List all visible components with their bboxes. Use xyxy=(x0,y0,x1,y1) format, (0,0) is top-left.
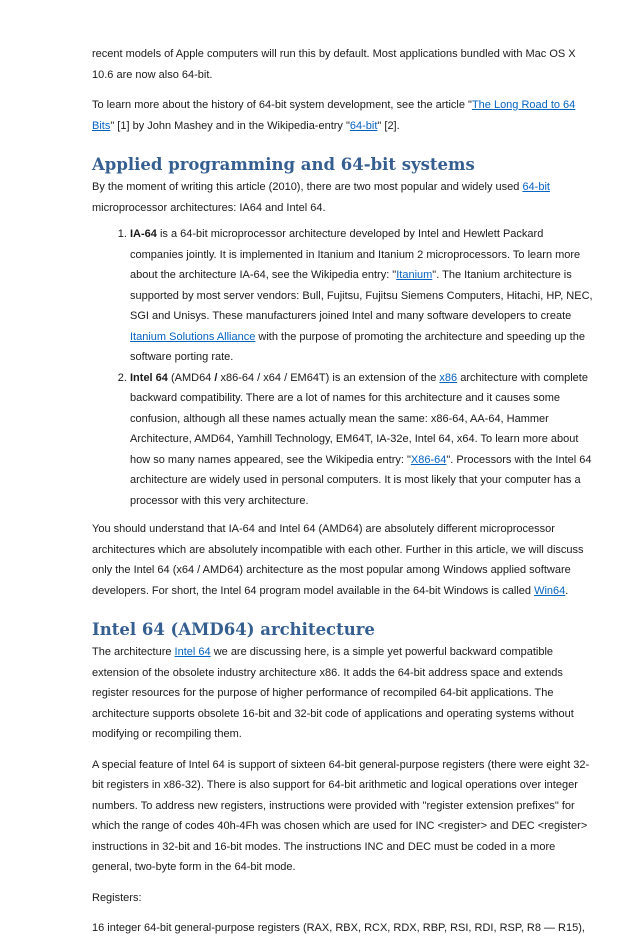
paragraph-apple-64bit: recent models of Apple computers will run this by default. Most applications bundled with Mac OS X 10.6 are now also 64-bit. xyxy=(92,48,576,81)
paragraph-architectures-incompatible xyxy=(92,519,598,601)
list-item-intel64 xyxy=(130,368,598,512)
link-itanium[interactable]: Itanium xyxy=(396,269,433,281)
heading-intel64-architecture: Intel 64 (AMD64) architecture xyxy=(92,620,375,639)
heading-applied-programming: Applied programming and 64-bit systems xyxy=(92,155,475,174)
text-run: with the purpose of promoting the architecture and speeding up the software porting rate. xyxy=(130,330,585,363)
text-run: x86-64 / x64 / EM64T) is an extension of the xyxy=(217,371,440,384)
link-long-road-to-64-bits[interactable]: The Long Road to 64 Bits xyxy=(92,99,576,132)
text-run: You should understand that IA-64 and Intel 64 (AMD64) are absolutely different microprocessor architectures which are absolutely incompatible with each other. Further in this article, we will discuss only the Intel 64 (x64 / AMD64) architecture as the most popular among Windows applied software developers. For short, the Intel 64 program model available in the 64-bit Windows is called xyxy=(92,523,584,597)
text-run: ". Processors with the Intel 64 architecture are widely used in personal computers. It is most likely that your computer has a processor with this very architecture. xyxy=(130,453,592,507)
link-itanium-solutions-alliance[interactable]: Itanium Solutions Alliance xyxy=(130,330,256,343)
paragraph-registers-label: Registers: xyxy=(92,891,142,904)
term-ia64: IA-64 xyxy=(130,228,157,240)
link-win64[interactable]: Win64 xyxy=(534,584,566,597)
text-run: (AMD64 xyxy=(167,371,215,384)
text-run: The architecture xyxy=(92,646,175,658)
text-run: " [1] by John Mashey and in the Wikipedia-entry " xyxy=(110,119,350,132)
link-x86[interactable]: x86 xyxy=(439,371,458,384)
text-run: By the moment of writing this article (2010), there are two most popular and widely used xyxy=(92,181,523,193)
text-run: microprocessor architectures: IA64 and Intel 64. xyxy=(92,201,326,214)
paragraph-history xyxy=(92,95,598,136)
paragraph-registers-list: 16 integer 64-bit general-purpose registers (RAX, RBX, RCX, RDX, RBP, RSI, RDI, RSP, R8 — R15), xyxy=(92,922,585,934)
paragraph-registers-feature: A special feature of Intel 64 is support of sixteen 64-bit general-purpose registers (there were eight 32-bit registers in x86-32). There is also support for 64-bit arithmetic and logical operations over integer numbers. To address new registers, instructions were provided with "register extension prefixes" for which the range of codes 40h-4Fh was chosen which are used for INC <register> and DEC <register> instructions in 32-bit and 16-bit modes. The instructions INC and DEC must be coded in a more general, two-byte form in the 64-bit mode. xyxy=(92,758,590,873)
text-run: architecture with complete backward compatibility. There are a lot of names for this architecture and it causes some confusion, although all these names actually mean the same: x86-64, AA-64, Hammer Architecture, AMD64, Yamhill Technology, EM64T, IA-32e, Intel 64, x64. To learn more about how so many names appeared, see the Wikipedia entry: " xyxy=(130,371,588,466)
term-intel64: Intel 64 xyxy=(130,371,168,384)
link-64-bit[interactable]: 64-bit xyxy=(522,181,550,193)
text-run: " [2]. xyxy=(377,119,400,132)
text-run: is a 64-bit microprocessor architecture developed by Intel and Hewlett Packard companies jointly. It is implemented in Itanium and Itanium 2 microprocessors. To learn more about the architecture IA-64, see the Wikipedia entry: " xyxy=(130,228,581,281)
link-x86-64[interactable]: X86-64 xyxy=(410,453,447,466)
architecture-list xyxy=(92,224,598,511)
paragraph-intel64-overview xyxy=(92,642,598,745)
list-item-ia64 xyxy=(130,224,598,368)
link-64-bit-wiki[interactable]: 64-bit xyxy=(349,119,378,132)
text-run: we are discussing here, is a simple yet powerful backward compatible extension of the obsolete industry architecture x86. It adds the 64-bit address space and extends register resources for the purpose of higher performance of recompiled 64-bit applications. The architecture supports obsolete 16-bit and 32-bit code of applications and operating systems without modifying or recompiling them. xyxy=(92,646,574,740)
link-intel-64[interactable]: Intel 64 xyxy=(174,646,211,658)
paragraph-architectures-intro xyxy=(92,177,598,218)
bold-slash: / xyxy=(214,371,218,384)
text-run: ". The Itanium architecture is supported by most server vendors: Bull, Fujitsu, Fujitsu Siemens Computers, Hitachi, HP, NEC, SGI and Unisys. These manufacturers joined Intel and many software developers to create xyxy=(130,269,593,322)
text-run: To learn more about the history of 64-bit system development, see the article " xyxy=(92,99,472,111)
text-run: . xyxy=(565,584,569,597)
